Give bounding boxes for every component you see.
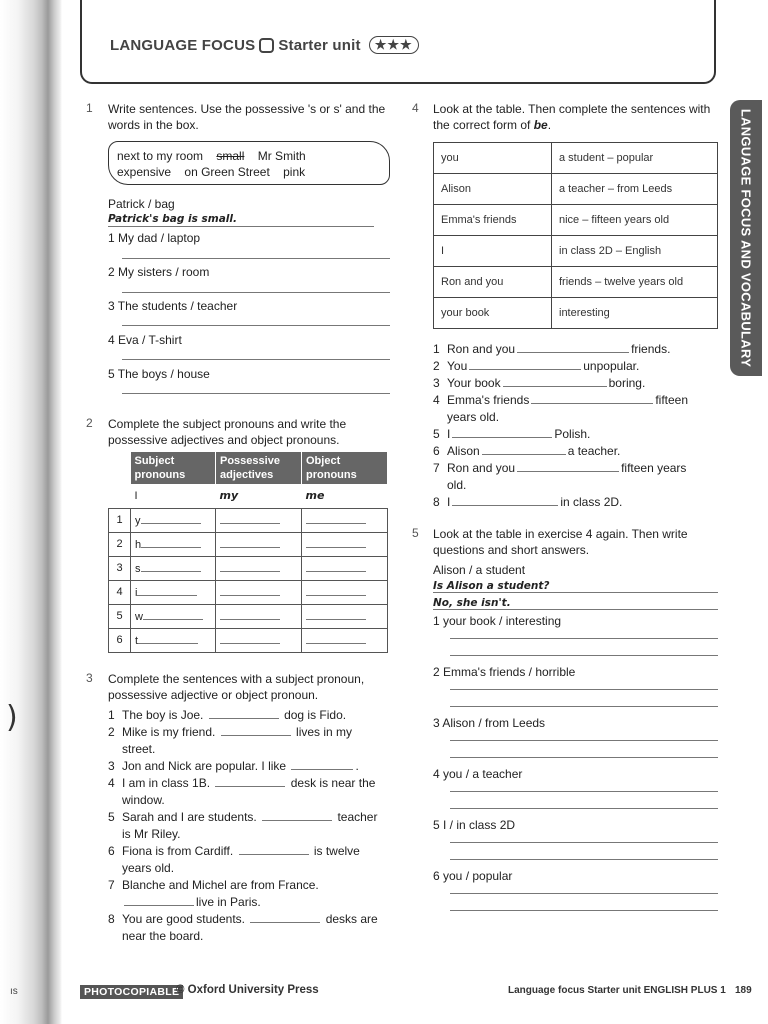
item-text: 8 <box>433 495 440 509</box>
margin-mark: ) <box>6 700 18 735</box>
list-item <box>433 358 718 375</box>
exercise-5-title: Look at the table in exercise 4 again. Then write questions and short answers. <box>433 527 688 557</box>
item-text: You are good students. <box>122 912 245 926</box>
item-text: 3 <box>433 376 440 390</box>
item-text: 1 <box>433 342 440 356</box>
list-item: 3 The students / teacher <box>108 299 238 313</box>
item-text: live in Paris. <box>196 895 261 909</box>
answer-blank[interactable] <box>221 725 291 736</box>
table-row: your book interesting <box>434 298 718 329</box>
item-text: 2 <box>108 725 115 739</box>
list-item <box>433 426 718 443</box>
word-box: next to my room small Mr Smith expensive on Green Street pink <box>108 141 390 185</box>
list-item <box>108 843 398 877</box>
exercise-3-title: Complete the sentences with a subject pronoun, possessive adjective or object pronoun. <box>108 672 365 702</box>
info-table <box>433 142 718 329</box>
item-text: 4 <box>433 393 440 407</box>
answer-line <box>433 609 718 610</box>
photocopiable-badge: PHOTOCOPIABLE <box>80 985 183 999</box>
book-spine-shadow <box>0 0 62 1024</box>
item-text: old. <box>447 478 467 492</box>
column-header: Possessive adjectives <box>216 452 302 484</box>
table-row: 1 y <box>109 508 388 532</box>
item-text: window. <box>122 793 165 807</box>
column-header: Object pronouns <box>302 452 388 484</box>
item-text: Jon and Nick are popular. I like <box>122 759 287 773</box>
list-item <box>433 460 718 494</box>
pronoun-table <box>108 452 388 653</box>
table-row: 2 h <box>109 532 388 556</box>
answer-blank[interactable] <box>531 393 653 404</box>
table-row: 3 s <box>109 556 388 580</box>
list-item: 6 you / popular <box>433 869 513 883</box>
answer-blank[interactable] <box>517 342 629 353</box>
item-text: friends. <box>631 342 671 356</box>
example-cell: me <box>305 489 325 503</box>
list-item <box>433 392 718 426</box>
item-text: teacher <box>337 810 378 824</box>
list-item: 1 your book / interesting <box>433 614 562 628</box>
answer-line[interactable] <box>122 325 390 326</box>
list-item <box>108 877 398 911</box>
answer-line <box>108 226 374 227</box>
difficulty-stars-icon: ★★★ <box>369 36 419 54</box>
item-text: boring. <box>608 376 646 390</box>
item-text: a teacher. <box>567 444 621 458</box>
page-number: 189 <box>735 985 752 996</box>
square-icon <box>259 38 274 53</box>
item-text: 3 <box>108 759 115 773</box>
example-prompt: Patrick / bag <box>108 197 175 211</box>
list-item <box>433 341 718 358</box>
item-text: desks are <box>325 912 378 926</box>
item-text: 6 <box>433 444 440 458</box>
item-text: years old. <box>447 410 500 424</box>
item-text: desk is near the <box>290 776 376 790</box>
list-item: 4 you / a teacher <box>433 767 523 781</box>
answer-blank[interactable] <box>503 376 607 387</box>
table-row: 4 i <box>109 580 388 604</box>
item-text: Alison <box>447 444 480 458</box>
answer-line[interactable] <box>450 655 718 656</box>
answer-blank[interactable] <box>262 810 332 821</box>
exercise-4-number: 4 <box>412 101 419 115</box>
answer-line <box>433 592 718 593</box>
answer-blank[interactable] <box>469 359 581 370</box>
list-item: 4 Eva / T-shirt <box>108 333 182 347</box>
answer-line[interactable] <box>450 706 718 707</box>
item-text: in class 2D. <box>560 495 623 509</box>
item-text: 5 <box>433 427 440 441</box>
exercise-5-number: 5 <box>412 526 419 540</box>
table-row: I in class 2D – English <box>434 236 718 267</box>
item-text: Ron and you <box>447 461 516 475</box>
answer-line[interactable] <box>450 910 718 911</box>
answer-blank[interactable] <box>124 895 194 906</box>
list-item <box>433 443 718 460</box>
exercise-2-title: Complete the subject pronouns and write the possessive adjectives and object pronouns. <box>108 417 347 447</box>
answer-line[interactable] <box>450 842 718 843</box>
item-text: Ron and you <box>447 342 516 356</box>
exercise-1-number: 1 <box>86 101 93 115</box>
item-text: I <box>447 495 451 509</box>
example-cell: I <box>134 489 138 502</box>
item-text: Polish. <box>554 427 591 441</box>
answer-blank[interactable] <box>209 708 279 719</box>
answer-blank[interactable] <box>452 427 552 438</box>
margin-text: ıs <box>10 986 18 997</box>
answer-line[interactable] <box>450 859 718 860</box>
example-prompt: Alison / a student <box>433 563 526 577</box>
list-item <box>433 375 718 392</box>
item-text: fifteen years <box>621 461 687 475</box>
item-text: is Mr Riley. <box>122 827 181 841</box>
answer-line[interactable] <box>450 638 718 639</box>
answer-blank[interactable] <box>250 912 320 923</box>
item-text: 7 <box>108 878 115 892</box>
answer-blank[interactable] <box>517 461 619 472</box>
answer-line[interactable] <box>122 258 390 259</box>
exercise-1-title: Write sentences. Use the possessive 's or s' and the words in the box. <box>108 102 386 132</box>
item-text: 5 <box>108 810 115 824</box>
item-text: . <box>355 759 359 773</box>
publisher: © Oxford University Press <box>176 984 319 996</box>
answer-line[interactable] <box>450 893 718 894</box>
item-text: unpopular. <box>583 359 640 373</box>
item-text: Sarah and I are students. <box>122 810 257 824</box>
list-item: 5 I / in class 2D <box>433 818 516 832</box>
item-text: The boy is Joe. <box>122 708 204 722</box>
footer-info: Language focus Starter unit ENGLISH PLUS 1 <box>508 985 726 996</box>
list-item: 2 Emma's friends / horrible <box>433 665 576 679</box>
example-answer: No, she isn't. <box>433 597 511 609</box>
answer-line[interactable] <box>122 359 390 360</box>
list-item <box>108 707 398 724</box>
exercise-4-title: Look at the table. Then complete the sentences with the correct form of be. <box>433 102 711 132</box>
item-text: Fiona is from Cardiff. <box>122 844 234 858</box>
item-text: lives in my <box>296 725 353 739</box>
item-text: 7 <box>433 461 440 475</box>
item-text: Blanche and Michel are from France. <box>122 878 319 892</box>
list-item <box>108 724 398 758</box>
table-row: Alison a teacher – from Leeds <box>434 174 718 205</box>
header-frame <box>80 0 716 84</box>
section-side-tab: LANGUAGE FOCUS AND VOCABULARY <box>730 100 762 376</box>
list-item: 3 Alison / from Leeds <box>433 716 546 730</box>
page-title: LANGUAGE FOCUS Starter unit ★★★ <box>110 36 419 54</box>
list-item <box>108 911 398 945</box>
table-row: you a student – popular <box>434 143 718 174</box>
table-row: Emma's friends nice – fifteen years old <box>434 205 718 236</box>
exercise-2-number: 2 <box>86 416 93 430</box>
answer-blank[interactable] <box>215 776 285 787</box>
item-text: Emma's friends <box>447 393 530 407</box>
item-text: 2 <box>433 359 440 373</box>
table-row: 6 t <box>109 628 388 652</box>
table-row: Ron and you friends – twelve years old <box>434 267 718 298</box>
item-text: I am in class 1B. <box>122 776 211 790</box>
item-text: I <box>447 427 451 441</box>
item-text: Mike is my friend. <box>122 725 216 739</box>
answer-line[interactable] <box>122 292 390 293</box>
list-item <box>108 758 398 775</box>
table-row: 5 w <box>109 604 388 628</box>
item-text: Your book <box>447 376 501 390</box>
answer-line[interactable] <box>450 757 718 758</box>
item-text: 8 <box>108 912 115 926</box>
item-text: dog is Fido. <box>284 708 347 722</box>
answer-blank[interactable] <box>452 495 558 506</box>
list-item <box>108 809 398 843</box>
answer-blank[interactable] <box>239 844 309 855</box>
exercise-3-number: 3 <box>86 671 93 685</box>
list-item <box>433 494 718 511</box>
list-item <box>108 775 398 809</box>
item-text: is twelve <box>313 844 360 858</box>
answer-line[interactable] <box>450 689 718 690</box>
answer-line[interactable] <box>122 393 390 394</box>
example-cell: my <box>219 489 239 503</box>
item-text: 1 <box>108 708 115 722</box>
list-item: 5 The boys / house <box>108 367 210 381</box>
item-text: You <box>447 359 468 373</box>
item-text: 4 <box>108 776 115 790</box>
answer-line[interactable] <box>450 791 718 792</box>
answer-line[interactable] <box>450 740 718 741</box>
item-text: years old. <box>122 861 175 875</box>
item-text: 6 <box>108 844 115 858</box>
list-item: 2 My sisters / room <box>108 265 210 279</box>
example-answer: Patrick's bag is small. <box>108 213 237 225</box>
example-question: Is Alison a student? <box>433 580 550 592</box>
answer-blank[interactable] <box>291 759 353 770</box>
list-item: 1 My dad / laptop <box>108 231 201 245</box>
item-text: street. <box>122 742 156 756</box>
item-text: fifteen <box>655 393 689 407</box>
answer-blank[interactable] <box>482 444 566 455</box>
column-header: Subject pronouns <box>131 452 216 484</box>
item-text: near the board. <box>122 929 204 943</box>
answer-line[interactable] <box>450 808 718 809</box>
